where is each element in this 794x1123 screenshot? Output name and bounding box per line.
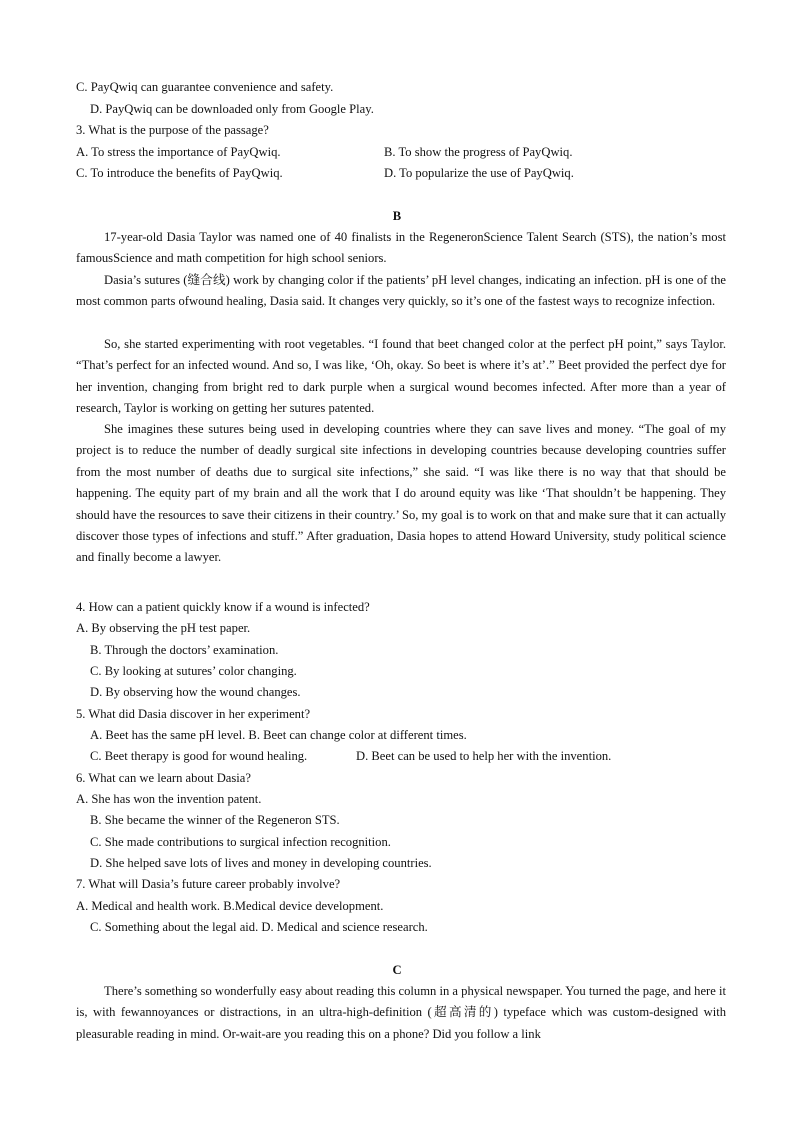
q5-options-ab: A. Beet has the same pH level. B. Beet can change color at different times. — [90, 728, 467, 742]
section-b-paragraph-3: So, she started experimenting with root vegetables. “I found that beet changed color at the perfect pH point,” says Taylor. “That’s perfect for an infected wound. And so, I was like, ‘Oh, okay. So beet is where it’s at’.” Beet provided the perfect dye for her invention, changing from bright red to dark purple when a surgical wound becomes infected. After more than a year of research, Taylor is working on getting her sutures patented. — [76, 337, 726, 416]
q3-option-b: B. To show the progress of PayQwiq. — [384, 145, 573, 159]
section-b-paragraph-2: Dasia’s sutures (缝合线) work by changing color if the patients’ pH level changes, indicating an infection. pH is one of the most common parts ofwound healing, Dasia said. It changes very quickly, so it’s one of the fastest ways to recognize infection. — [76, 273, 726, 309]
q4-option-c: C. By looking at sutures’ color changing. — [90, 664, 297, 678]
q7-options-ab: A. Medical and health work. B.Medical device development. — [76, 899, 384, 913]
section-c-heading: C — [392, 963, 402, 977]
section-b-heading: B — [392, 209, 402, 223]
q6-option-d: D. She helped save lots of lives and money in developing countries. — [90, 856, 432, 870]
q5-stem: 5. What did Dasia discover in her experiment? — [76, 707, 311, 721]
section-c-paragraph-1: There’s something so wonderfully easy about reading this column in a physical newspaper. You turned the page, and here it is, with fewannoyances or distractions, in an ultra-high-definition (超高清的) typeface which was custom-designed with pleasurable reading in mind. Or-wait-are you reading this on a phone? Did you follow a link — [76, 984, 726, 1041]
q7-stem: 7. What will Dasia’s future career probably involve? — [76, 877, 341, 891]
q3-option-d: D. To popularize the use of PayQwiq. — [384, 166, 574, 180]
q6-option-a: A. She has won the invention patent. — [76, 792, 262, 806]
section-b-paragraph-4: She imagines these sutures being used in developing countries where they can save lives and money. “The goal of my project is to reduce the number of deadly surgical site infections in developing countries because developing countries suffer from the most number of deaths due to surgical site infections,” she said. “I was like there is no way that that should be happening. The equity part of my brain and all the work that I do around equity was like ‘That shouldn’t be happening. They should have the resources to save their citizens in their country.’ So, my goal is to work on that and make sure that it can actually discover those types of infections and stuff.” After graduation, Dasia hopes to attend Howard University, study political science and finally become a lawyer. — [76, 422, 726, 565]
q4-stem: 4. How can a patient quickly know if a wound is infected? — [76, 600, 370, 614]
q2-option-c: C. PayQwiq can guarantee convenience and safety. — [76, 80, 334, 94]
q3-option-a: A. To stress the importance of PayQwiq. — [76, 145, 281, 159]
q3-stem: 3. What is the purpose of the passage? — [76, 123, 269, 137]
q7-options-cd: C. Something about the legal aid. D. Medical and science research. — [90, 920, 428, 934]
q4-option-b: B. Through the doctors’ examination. — [90, 643, 279, 657]
q6-option-b: B. She became the winner of the Regeneron STS. — [90, 813, 340, 827]
q6-stem: 6. What can we learn about Dasia? — [76, 771, 251, 785]
q5-option-c: C. Beet therapy is good for wound healing. — [90, 749, 308, 763]
q6-option-c: C. She made contributions to surgical infection recognition. — [90, 835, 391, 849]
q5-option-d: D. Beet can be used to help her with the invention. — [356, 749, 612, 763]
q4-option-d: D. By observing how the wound changes. — [90, 685, 301, 699]
section-b-paragraph-1: 17-year-old Dasia Taylor was named one of 40 finalists in the RegeneronScience Talent Search (STS), the nation’s most famousScience and math competition for high school seniors. — [76, 230, 726, 266]
q2-option-d: D. PayQwiq can be downloaded only from Google Play. — [90, 102, 374, 116]
q4-option-a: A. By observing the pH test paper. — [76, 621, 251, 635]
q3-option-c: C. To introduce the benefits of PayQwiq. — [76, 166, 283, 180]
